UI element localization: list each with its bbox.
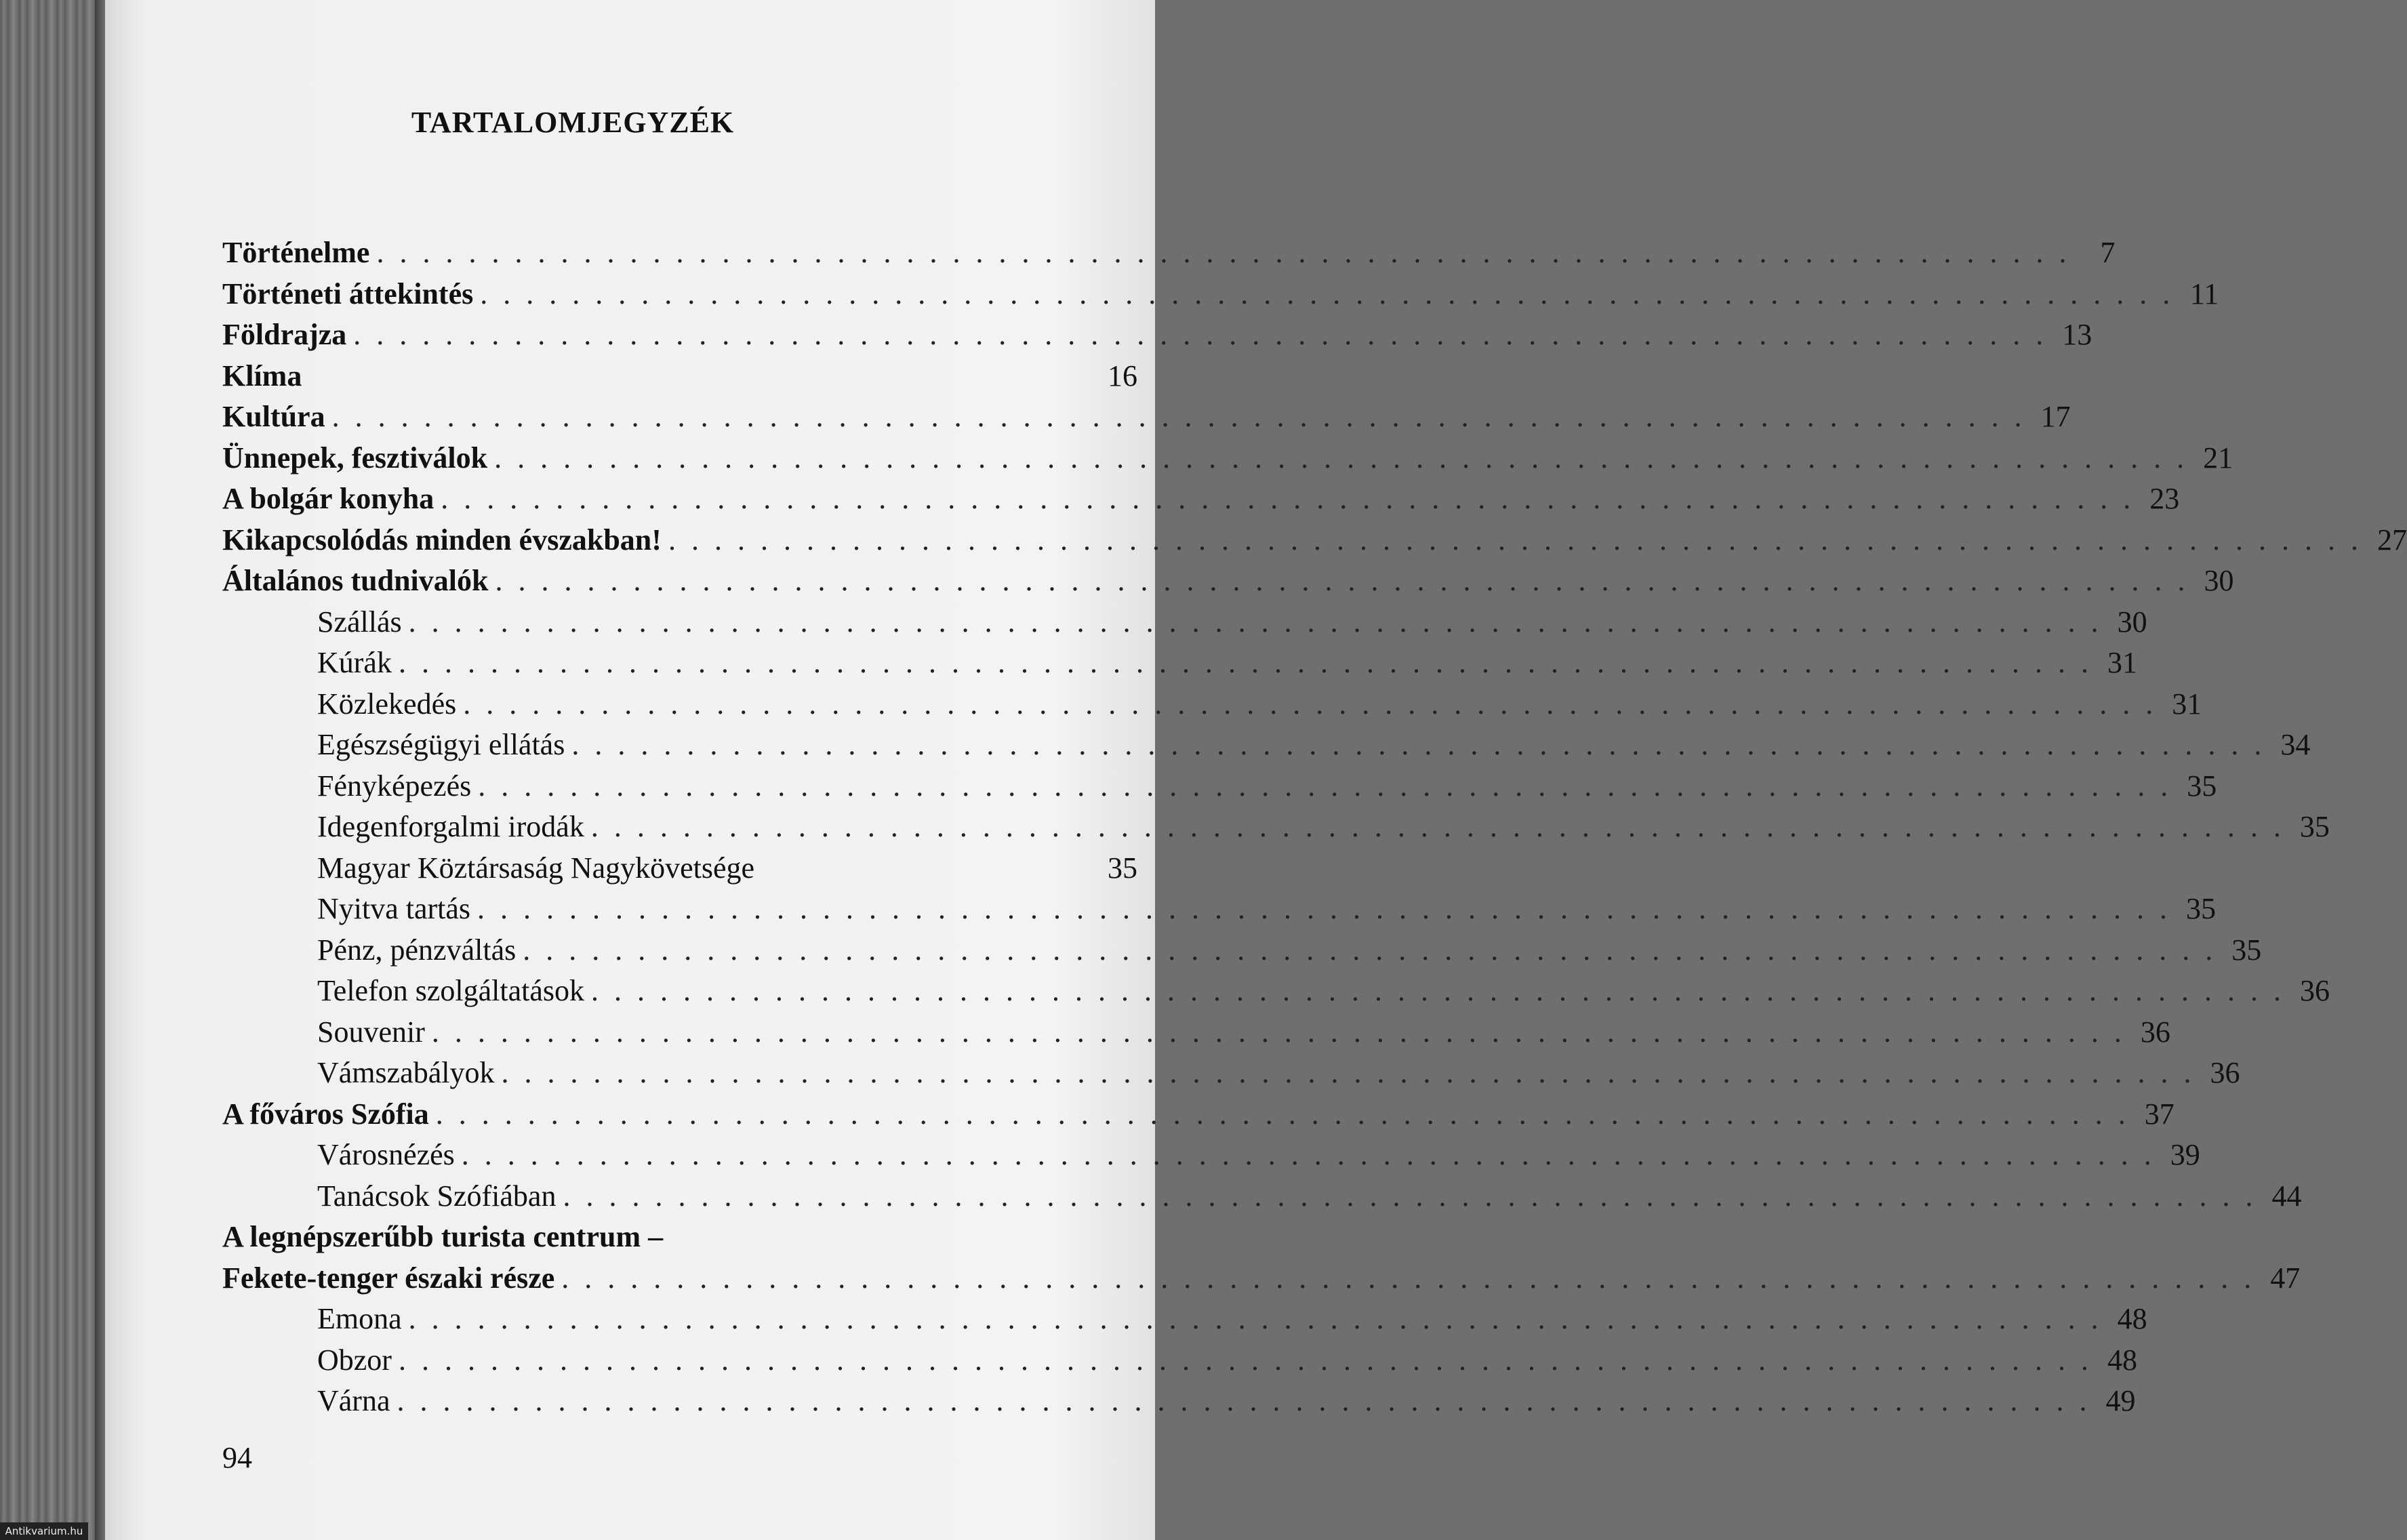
table-of-contents (222, 232, 2407, 1422)
toc-entry-page: 48 (2107, 1343, 2137, 1377)
watermark: Antikvarium.hu (0, 1522, 88, 1540)
toc-entry-page: 11 (2189, 277, 2219, 310)
toc-subentry (222, 1299, 2147, 1340)
toc-entry-title: Ünnepek, fesztiválok (222, 441, 488, 474)
toc-entry-page: 36 (2300, 974, 2330, 1007)
toc-subentry (222, 848, 1137, 889)
dot-leader: . . . . . . . . . . . . . . . . . . . . . . . . . . . . . . . . . . . . . . . . . . . . . . . . . . . . . . . . . . . . . . . . . . . . . . . . . . (591, 974, 2286, 1007)
toc-entry-title: Klíma (222, 359, 302, 392)
toc-entry (222, 520, 2407, 561)
dot-leader: . . . . . . . . . . . . . . . . . . . . . . . . . . . . . . . . . . . . . . . . . . . . . . . . . . . . . . . . . . . . . . . . . . . . . . . . . . (478, 769, 2172, 803)
toc-entry-page: 31 (2172, 687, 2202, 721)
toc-entry-page: 35 (1108, 851, 1137, 885)
toc-entry (222, 232, 2116, 274)
toc-entry-page: 17 (2040, 400, 2071, 433)
dot-leader: . . . . . . . . . . . . . . . . . . . . . . . . . . . . . . . . . . . . . . . . . . . . . . . . . . . . . . . . . . . . . . . . . . . . . . . . . . (495, 564, 2189, 597)
toc-entry (222, 315, 2092, 356)
toc-entry-title: Kultúra (222, 400, 325, 433)
toc-entry-page: 31 (2107, 646, 2137, 679)
toc-entry-page: 23 (2149, 482, 2180, 515)
toc-entry-title: A főváros Szófia (222, 1097, 429, 1131)
book-spine (0, 0, 105, 1540)
toc-entry-page: 47 (2270, 1261, 2301, 1295)
toc-entry-title: Történelme (222, 236, 370, 269)
toc-entry-title: Városnézés (317, 1138, 455, 1171)
toc-entry-page: 27 (2376, 523, 2407, 556)
toc-entry-page: 34 (2280, 728, 2311, 761)
toc-subentry (222, 602, 2147, 643)
dot-leader: . . . . . . . . . . . . . . . . . . . . . . . . . . . . . . . . . . . . . . . . . . . . . . . . . . . . . . . . . . . . . . . . . . . . . . . . . . (477, 892, 2172, 925)
dot-leader: . . . . . . . . . . . . . . . . . . . . . . . . . . . . . . . . . . . . . . . . . . . . . . . . . . . . . . . . . . . . . . . . . . . . . . . . . . (331, 400, 2026, 433)
toc-entry-page: 36 (2210, 1056, 2240, 1089)
toc-entry-page: 7 (2100, 236, 2116, 269)
toc-entry-page: 36 (2140, 1015, 2170, 1049)
dot-leader: . . . . . . . . . . . . . . . . . . . . . . . . . . . . . . . . . . . . . . . . . . . . . . . . . . . . . . . . . . . . . . . . . . . . . . . . . . (563, 1179, 2257, 1213)
toc-entry-page: 44 (2271, 1179, 2302, 1213)
dot-leader: . . . . . . . . . . . . . . . . . . . . . . . . . . . . . . . . . . . . . . . . . . . . . . . . . . . . . . . . . . . . . . . . . . . . . . . . . . (376, 236, 2071, 269)
dot-leader: . . . . . . . . . . . . . . . . . . . . . . . . . . . . . . . . . . . . . . . . . . . . . . . . . . . . . . . . . . . . . . . . . . . . . . . . . . (501, 1056, 2196, 1089)
toc-entry (222, 561, 2234, 602)
toc-entry (222, 438, 2233, 479)
toc-entry-page: 21 (2203, 441, 2233, 474)
dot-leader: . . . . . . . . . . . . . . . . . . . . . . . . . . . . . . . . . . . . . . . . . . . . . . . . . . . . . . . . . . . . . . . . . . . . . . . . . . (561, 1261, 2256, 1295)
toc-entry (222, 1094, 2175, 1135)
dot-leader: . . . . . . . . . . . . . . . . . . . . . . . . . . . . . . . . . . . . . . . . . . . . . . . . . . . . . . . . . . . . . . . . . . . . . . . . . . (408, 1302, 2103, 1335)
toc-entry-page: 37 (2144, 1097, 2175, 1131)
toc-subentry (222, 1340, 2137, 1381)
dot-leader: . . . . . . . . . . . . . . . . . . . . . . . . . . . . . . . . . . . . . . . . . . . . . . . . . . . . . . . . . . . . . . . . . . . . . . . . . . (571, 728, 2266, 761)
toc-entry-page: 35 (2186, 892, 2217, 925)
toc-entry (222, 397, 2071, 438)
toc-entry-page: 39 (2170, 1138, 2200, 1171)
toc-subentry (222, 1053, 2240, 1094)
toc-entry-title: Pénz, pénzváltás (317, 933, 517, 967)
toc-entry-page: 16 (1108, 359, 1137, 392)
toc-subentry (222, 725, 2311, 766)
toc-entry-title: Obzor (317, 1343, 392, 1377)
toc-entry-title: Emona (317, 1302, 402, 1335)
toc-entry-title: Általános tudnivalók (222, 564, 489, 597)
toc-subentry (222, 807, 2330, 848)
dot-leader: . . . . . . . . . . . . . . . . . . . . . . . . . . . . . . . . . . . . . . . . . . . . . . . . . . . . . . . . . . . . . . . . . . . . . . . . . . (463, 687, 2158, 721)
toc-subentry (222, 889, 2217, 930)
toc-subentry (222, 971, 2330, 1012)
toc-entry-title-line1: A legnépszerűbb turista centrum – (222, 1220, 664, 1253)
toc-entry-title: Souvenir (317, 1015, 425, 1049)
dot-leader: . . . . . . . . . . . . . . . . . . . . . . . . . . . . . . . . . . . . . . . . . . . . . . . . . . . . . . . . . . . . . . . . . . . . . . . . . . (431, 1015, 2126, 1049)
toc-entry-title: Telefon szolgáltatások (317, 974, 585, 1007)
toc-entry-page: 30 (2117, 605, 2147, 639)
toc-entry-page: 35 (2231, 933, 2262, 967)
dot-leader: . . . . . . . . . . . . . . . . . . . . . . . . . . . . . . . . . . . . . . . . . . . . . . . . . . . . . . . . . . . . . . . . . . . . . . . . . . (408, 605, 2103, 639)
dot-leader: . . . . . . . . . . . . . . . . . . . . . . . . . . . . . . . . . . . . . . . . . . . . . . . . . . . . . . . . . . . . . . . . . . . . . . . . . . (398, 646, 2092, 679)
toc-entry-title: Nyitva tartás (317, 892, 471, 925)
toc-entry-title: A bolgár konyha (222, 482, 434, 515)
dot-leader: . . . . . . . . . . . . . . . . . . . . . . . . . . . . . . . . . . . . . . . . . . . . . . . . . . . . . . . . . . . . . . . . . . . . . . . . . . (435, 1097, 2130, 1131)
toc-entry-page: 13 (2062, 318, 2092, 351)
dot-leader: . . . . . . . . . . . . . . . . . . . . . . . . . . . . . . . . . . . . . . . . . . . . . . . . . . . . . . . . . . . . . . . . . . . . . . . . . . (353, 318, 2048, 351)
toc-subentry (222, 1381, 2136, 1422)
dot-leader: . . . . . . . . . . . . . . . . . . . . . . . . . . . . . . . . . . . . . . . . . . . . . . . . . . . . . . . . . . . . . . . . . . . . . . . . . . (397, 1384, 2091, 1417)
toc-entry (222, 479, 2180, 520)
dot-leader: . . . . . . . . . . . . . . . . . . . . . . . . . . . . . . . . . . . . . . . . . . . . . . . . . . . . . . . . . . . . . . . . . . . . . . . . . . (523, 933, 2217, 967)
toc-entry-page: 48 (2117, 1302, 2147, 1335)
toc-entry-title: Várna (317, 1384, 390, 1417)
toc-entry-title: Tanácsok Szófiában (317, 1179, 557, 1213)
toc-subentry (222, 1135, 2200, 1176)
toc-entry-title: Történeti áttekintés (222, 277, 474, 310)
toc-subentry (222, 643, 2137, 684)
toc-title: TARTALOMJEGYZÉK (411, 106, 735, 139)
toc-entry-page: 35 (2187, 769, 2217, 803)
page-number: 94 (222, 1441, 252, 1474)
toc-entry-title: Közlekedés (317, 687, 457, 721)
toc-entry-title: Fekete-tenger északi része (222, 1261, 555, 1295)
dot-leader: . . . . . . . . . . . . . . . . . . . . . . . . . . . . . . . . . . . . . . . . . . . . . . . . . . . . . . . . . . . . . . . . . . . . . . . . . . (461, 1138, 2156, 1171)
dot-leader: . . . . . . . . . . . . . . . . . . . . . . . . . . . . . . . . . . . . . . . . . . . . . . . . . . . . . . . . . . . . . . . . . . . . . . . . . . (441, 482, 2135, 515)
toc-entry-page: 49 (2105, 1384, 2136, 1417)
toc-entry-title: Idegenforgalmi irodák (317, 810, 584, 843)
toc-entry (222, 1258, 2301, 1299)
toc-entry-title: Fényképezés (317, 769, 472, 803)
dot-leader: . . . . . . . . . . . . . . . . . . . . . . . . . . . . . . . . . . . . . . . . . . . . . . . . . . . . . . . . . . . . . . . . . . . . . . . . . . (590, 810, 2285, 843)
toc-subentry (222, 684, 2202, 725)
toc-subentry (222, 930, 2262, 971)
toc-entry-page: 35 (2299, 810, 2330, 843)
toc-entry-title: Kikapcsolódás minden évszakban! (222, 523, 662, 556)
toc-entry (222, 274, 2219, 315)
dot-leader: . . . . . . . . . . . . . . . . . . . . . . . . . . . . . . . . . . . . . . . . . . . . . . . . . . . . . . . . . . . . . . . . . . . . . . . . . . (494, 441, 2189, 474)
toc-subentry (222, 1176, 2302, 1217)
dot-leader: . . . . . . . . . . . . . . . . . . . . . . . . . . . . . . . . . . . . . . . . . . . . . . . . . . . . . . . . . . . . . . . . . . . . . . . . . . (668, 523, 2362, 556)
toc-entry (222, 356, 1137, 397)
toc-entry-title: Földrajza (222, 318, 347, 351)
toc-entry-title: Vámszabályok (317, 1056, 495, 1089)
toc-subentry (222, 766, 2217, 807)
toc-entry-title: Kúrák (317, 646, 392, 679)
dot-leader: . . . . . . . . . . . . . . . . . . . . . . . . . . . . . . . . . . . . . . . . . . . . . . . . . . . . . . . . . . . . . . . . . . . . . . . . . . (480, 277, 2175, 310)
toc-subentry (222, 1012, 2170, 1053)
toc-entry-title: Egészségügyi ellátás (317, 728, 565, 761)
toc-entry-title: Szállás (317, 605, 402, 639)
toc-entry-page: 30 (2204, 564, 2234, 597)
toc-entry-title: Magyar Köztársaság Nagykövetsége (317, 851, 755, 885)
dot-leader: . . . . . . . . . . . . . . . . . . . . . . . . . . . . . . . . . . . . . . . . . . . . . . . . . . . . . . . . . . . . . . . . . . . . . . . . . . (398, 1343, 2092, 1377)
